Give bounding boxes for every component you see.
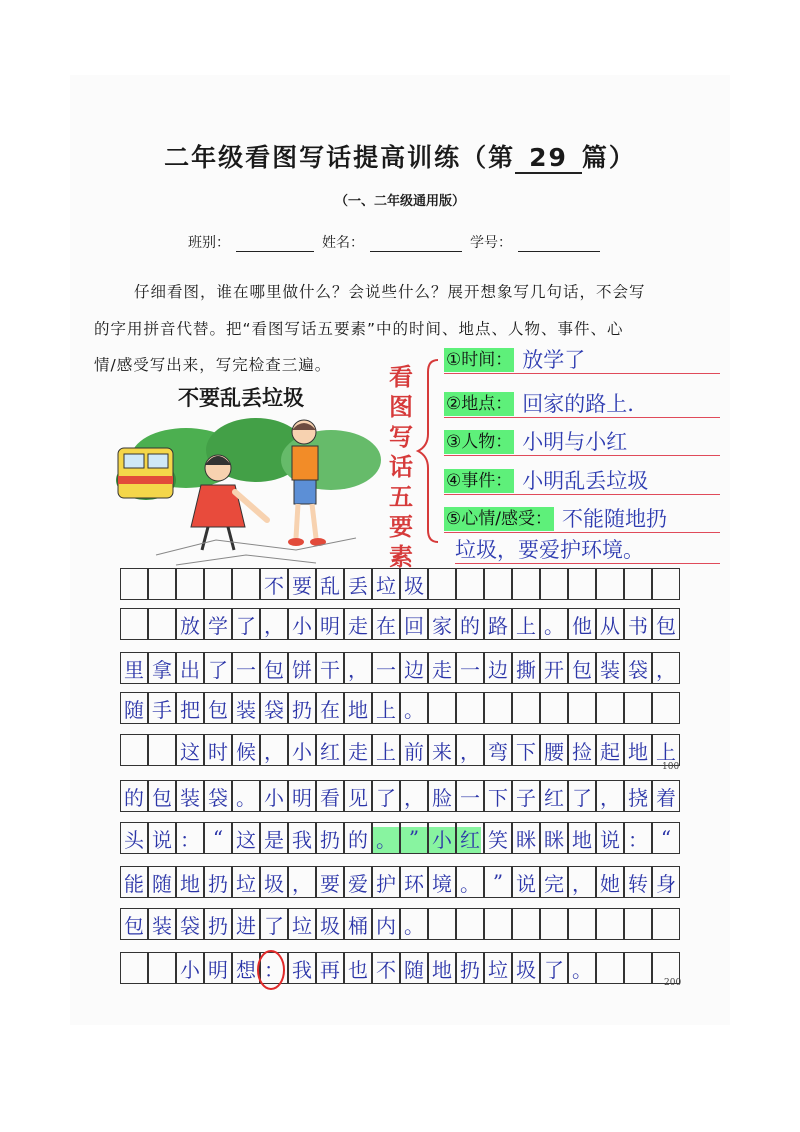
essay-char: 袋 [264, 697, 284, 722]
essay-char [148, 568, 176, 600]
answer-line [444, 532, 720, 534]
element-event [444, 467, 648, 493]
essay-char: 在 [320, 697, 340, 722]
element-place-answer: 回家的路上. [522, 392, 634, 416]
grid-cell [456, 692, 484, 724]
essay-char [148, 608, 176, 640]
essay-char: 护 [376, 871, 396, 896]
element-time-label: ①时间： [446, 350, 513, 370]
essay-char: 书 [628, 613, 648, 638]
essay-row [120, 908, 680, 940]
grid-cell [596, 568, 624, 600]
essay-char: 随 [404, 957, 424, 982]
essay-char: 从 [600, 613, 620, 638]
essay-char: 环 [404, 871, 424, 896]
essay-char: 手 [152, 697, 172, 722]
essay-row-text [120, 780, 680, 812]
essay-char: 明 [320, 613, 340, 638]
essay-char: 腰 [544, 739, 564, 764]
grid-cell [652, 692, 680, 724]
essay-char: 想 [236, 957, 256, 982]
essay-char: 随 [124, 697, 144, 722]
essay-char: 袋 [208, 785, 228, 810]
essay-row-text [120, 866, 680, 898]
counter-200: 200 [664, 978, 682, 988]
essay-char: 眯 [544, 827, 564, 852]
essay-char: 下 [516, 739, 536, 764]
id-label: 学号： [470, 235, 512, 251]
essay-char: 身 [656, 871, 676, 896]
essay-char: 垃 [376, 573, 396, 598]
five-elements-label: 看图写话五要素 [389, 362, 413, 571]
essay-char: 红 [320, 739, 340, 764]
essay-char: 走 [348, 739, 368, 764]
essay-char: 路 [488, 613, 508, 638]
essay-char [232, 568, 260, 600]
essay-char: 来 [432, 739, 452, 764]
essay-char: 她 [600, 871, 620, 896]
essay-char: 境 [432, 871, 452, 896]
essay-char [148, 734, 176, 766]
essay-char: 一 [236, 657, 256, 682]
essay-char: 要 [292, 573, 312, 598]
worksheet-title [0, 138, 800, 174]
essay-char: 地 [628, 739, 648, 764]
essay-char: 的 [124, 785, 144, 810]
essay-char: 开 [544, 657, 564, 682]
essay-char: 看 [320, 785, 340, 810]
essay-char: 袋 [180, 913, 200, 938]
essay-char: 丢 [348, 573, 368, 598]
essay-char: ， [404, 785, 424, 810]
essay-char: 圾 [320, 913, 340, 938]
essay-char: 不 [376, 957, 396, 982]
answer-line [444, 494, 720, 496]
element-event-label: ④事件： [446, 471, 513, 491]
essay-char: ： [264, 957, 284, 982]
name-label: 姓名： [322, 235, 364, 251]
essay-char [540, 568, 568, 600]
essay-row [120, 952, 680, 984]
grid-cell [624, 952, 652, 984]
essay-char [568, 568, 596, 600]
essay-char: 扔 [292, 697, 312, 722]
title-number: 29 [515, 143, 582, 174]
essay-row [120, 734, 680, 766]
essay-char: 。 [460, 871, 480, 896]
hopscotch-lines [156, 538, 356, 565]
grid-cell [624, 568, 652, 600]
essay-char: 候 [236, 739, 256, 764]
essay-char: 边 [404, 657, 424, 682]
essay-row [120, 608, 680, 640]
essay-char [484, 568, 512, 600]
essay-char: 里 [124, 657, 144, 682]
essay-char: 包 [264, 657, 284, 682]
essay-char: 饼 [292, 657, 312, 682]
element-feeling [444, 505, 667, 531]
essay-char: 把 [180, 697, 200, 722]
essay-char: 圾 [264, 871, 284, 896]
essay-char: 扔 [208, 871, 228, 896]
grid-cell [484, 908, 512, 940]
class-blank [236, 237, 314, 252]
essay-char: 地 [572, 827, 592, 852]
element-feeling-answer-cont: 垃圾，要爱护环境。 [455, 538, 644, 562]
essay-char: 上 [656, 739, 676, 764]
essay-char: 小 [264, 785, 284, 810]
essay-char: 学 [208, 613, 228, 638]
id-blank [518, 237, 600, 252]
essay-char: 进 [236, 913, 256, 938]
essay-char: 头 [124, 827, 144, 852]
essay-char: 。 [404, 697, 424, 722]
essay-char: 脸 [432, 785, 452, 810]
answer-line [444, 455, 720, 457]
essay-char: 红 [460, 827, 480, 852]
essay-char: ， [656, 657, 676, 682]
essay-char: 小 [292, 739, 312, 764]
essay-char: 装 [600, 657, 620, 682]
picture-title: 不要乱丢垃圾 [178, 386, 304, 410]
essay-char: 转 [628, 871, 648, 896]
name-blank [370, 237, 462, 252]
essay-char: 小 [292, 613, 312, 638]
essay-char: 不 [264, 573, 284, 598]
essay-char: 了 [376, 785, 396, 810]
subtitle: （一、二年级通用版） [334, 194, 465, 209]
essay-char: 一 [460, 785, 480, 810]
essay-char: 下 [488, 785, 508, 810]
essay-char: 子 [516, 785, 536, 810]
essay-char: 小 [180, 957, 200, 982]
essay-char: 。 [376, 827, 396, 852]
essay-char: 完 [544, 871, 564, 896]
essay-char: 地 [348, 697, 368, 722]
essay-char: 圾 [516, 957, 536, 982]
essay-char: ， [292, 871, 312, 896]
grid-cell [652, 568, 680, 600]
grid-cell [596, 908, 624, 940]
essay-char: 装 [180, 785, 200, 810]
element-people-label: ③人物： [446, 432, 513, 452]
element-people [444, 428, 627, 454]
essay-char: ， [600, 785, 620, 810]
essay-char: 笑 [488, 827, 508, 852]
essay-char: 他 [572, 613, 592, 638]
grid-cell [428, 908, 456, 940]
essay-char: 捡 [572, 739, 592, 764]
essay-char: 边 [488, 657, 508, 682]
essay-char: 撕 [516, 657, 536, 682]
essay-char [120, 734, 148, 766]
essay-row-text [120, 608, 680, 640]
grid-cell [456, 908, 484, 940]
essay-char [512, 568, 540, 600]
essay-char: 了 [572, 785, 592, 810]
essay-char: ， [264, 739, 284, 764]
element-time-answer: 放学了 [522, 348, 586, 372]
essay-char: 走 [432, 657, 452, 682]
element-feeling-answer: 不能随地扔 [561, 507, 667, 531]
essay-char: 再 [320, 957, 340, 982]
essay-char: ” [408, 826, 420, 850]
essay-char: 圾 [404, 573, 424, 598]
essay-char: 。 [572, 957, 592, 982]
element-time [444, 346, 585, 372]
essay-char: 拿 [152, 657, 172, 682]
essay-row-text [120, 692, 428, 724]
essay-char: 上 [376, 697, 396, 722]
essay-char: 我 [292, 827, 312, 852]
scene-illustration [116, 410, 384, 570]
essay-char: 着 [656, 785, 676, 810]
essay-char: 明 [208, 957, 228, 982]
essay-row [120, 866, 680, 898]
bus-illustration [118, 448, 173, 498]
essay-char: 放 [180, 613, 200, 638]
essay-char: 了 [208, 657, 228, 682]
essay-char: 上 [376, 739, 396, 764]
element-event-answer: 小明乱丢垃圾 [522, 469, 649, 493]
essay-char: 装 [152, 913, 172, 938]
essay-char: 是 [264, 827, 284, 852]
essay-char: 前 [404, 739, 424, 764]
title-prefix: 二年级看图写话提高训练（第 [164, 143, 516, 172]
essay-char: ” [492, 870, 504, 894]
essay-char: 小 [432, 827, 452, 852]
essay-char: 内 [376, 913, 396, 938]
essay-char: 也 [348, 957, 368, 982]
essay-char: 的 [348, 827, 368, 852]
essay-char: 包 [572, 657, 592, 682]
essay-row [120, 568, 680, 600]
essay-char [120, 952, 148, 984]
essay-row-text [120, 652, 680, 684]
essay-char: 干 [320, 657, 340, 682]
answer-line [455, 563, 720, 565]
essay-char [120, 568, 148, 600]
essay-char: 挠 [628, 785, 648, 810]
grid-cell [540, 908, 568, 940]
essay-row [120, 692, 680, 724]
essay-char: 明 [292, 785, 312, 810]
answer-line [444, 373, 720, 375]
essay-char: 垃 [236, 871, 256, 896]
grid-cell [652, 908, 680, 940]
essay-row-text [120, 952, 596, 984]
essay-char: ， [348, 657, 368, 682]
grid-cell [512, 692, 540, 724]
title-suffix: 篇） [581, 143, 636, 172]
essay-char: 说 [152, 827, 172, 852]
grid-cell [484, 692, 512, 724]
brace-icon [414, 356, 442, 546]
essay-char [428, 568, 456, 600]
element-place [444, 390, 634, 416]
element-feeling-cont [455, 536, 644, 562]
essay-char: 装 [236, 697, 256, 722]
essay-char: 地 [180, 871, 200, 896]
essay-char: ， [264, 613, 284, 638]
essay-row-text [120, 908, 428, 940]
grid-cell [596, 952, 624, 984]
essay-char: 这 [180, 739, 200, 764]
essay-char [204, 568, 232, 600]
essay-char: 这 [236, 827, 256, 852]
essay-char: 说 [600, 827, 620, 852]
essay-char: ： [628, 827, 648, 852]
class-label: 班别： [188, 235, 230, 251]
essay-char: 红 [544, 785, 564, 810]
essay-row-text [120, 822, 680, 854]
essay-char: 扔 [208, 913, 228, 938]
grid-cell [428, 692, 456, 724]
essay-char: 桶 [348, 913, 368, 938]
essay-char: “ [212, 826, 224, 850]
essay-char: 上 [516, 613, 536, 638]
student-info-line [188, 232, 608, 252]
answer-line [444, 417, 720, 419]
essay-char: 地 [432, 957, 452, 982]
essay-row-text [120, 734, 680, 766]
instruction-line-1: 仔细看图，谁在哪里做什么？会说些什么？展开想象写几句话，不会写 [134, 283, 646, 301]
essay-char: 乱 [320, 573, 340, 598]
essay-char: 出 [180, 657, 200, 682]
essay-row [120, 822, 680, 854]
essay-row [120, 780, 680, 812]
grid-cell [512, 908, 540, 940]
essay-char: ， [572, 871, 592, 896]
element-people-answer: 小明与小红 [522, 430, 628, 454]
essay-char: “ [660, 826, 672, 850]
essay-row [120, 652, 680, 684]
grid-cell [596, 692, 624, 724]
essay-char: 眯 [516, 827, 536, 852]
essay-char: 说 [516, 871, 536, 896]
essay-char [120, 608, 148, 640]
essay-char: 我 [292, 957, 312, 982]
essay-char: 。 [544, 613, 564, 638]
instruction-line-3: 情/感受写出来，写完检查三遍。 [94, 356, 332, 374]
essay-char: 见 [348, 785, 368, 810]
counter-100: 100 [662, 762, 680, 772]
essay-char: 袋 [628, 657, 648, 682]
essay-char: 一 [376, 657, 396, 682]
instruction-line-2: 的字用拼音代替。把“看图写话五要素”中的时间、地点、人物、事件、心 [94, 320, 624, 338]
essay-char: 弯 [488, 739, 508, 764]
essay-char: 起 [600, 739, 620, 764]
essay-char [148, 952, 176, 984]
essay-char [176, 568, 204, 600]
essay-char: 扔 [460, 957, 480, 982]
essay-char: ： [180, 827, 200, 852]
essay-char: 要 [320, 871, 340, 896]
essay-char: 。 [404, 913, 424, 938]
grid-cell [624, 908, 652, 940]
essay-char: 垃 [488, 957, 508, 982]
grid-cell [568, 692, 596, 724]
essay-char: 扔 [320, 827, 340, 852]
element-place-label: ②地点： [446, 394, 513, 414]
essay-char: 家 [432, 613, 452, 638]
essay-char: 包 [124, 913, 144, 938]
grid-cell [568, 908, 596, 940]
essay-char: 时 [208, 739, 228, 764]
essay-char: 回 [404, 613, 424, 638]
essay-char: 包 [656, 613, 676, 638]
essay-char: 包 [208, 697, 228, 722]
essay-char: 的 [460, 613, 480, 638]
essay-char: 。 [236, 785, 256, 810]
essay-char: 了 [236, 613, 256, 638]
essay-char: 垃 [292, 913, 312, 938]
essay-char: ， [460, 739, 480, 764]
grid-cell [624, 692, 652, 724]
essay-char [456, 568, 484, 600]
essay-char: 一 [460, 657, 480, 682]
essay-row-text [120, 568, 596, 600]
red-circle-mark [253, 948, 289, 992]
element-feeling-label: ⑤心情/感受： [446, 509, 552, 529]
essay-char: 随 [152, 871, 172, 896]
essay-char: 了 [264, 913, 284, 938]
essay-char: 能 [124, 871, 144, 896]
grid-cell [540, 692, 568, 724]
essay-char: 走 [348, 613, 368, 638]
essay-char: 爱 [348, 871, 368, 896]
essay-char: 在 [376, 613, 396, 638]
essay-char: 了 [544, 957, 564, 982]
essay-char: 包 [152, 785, 172, 810]
